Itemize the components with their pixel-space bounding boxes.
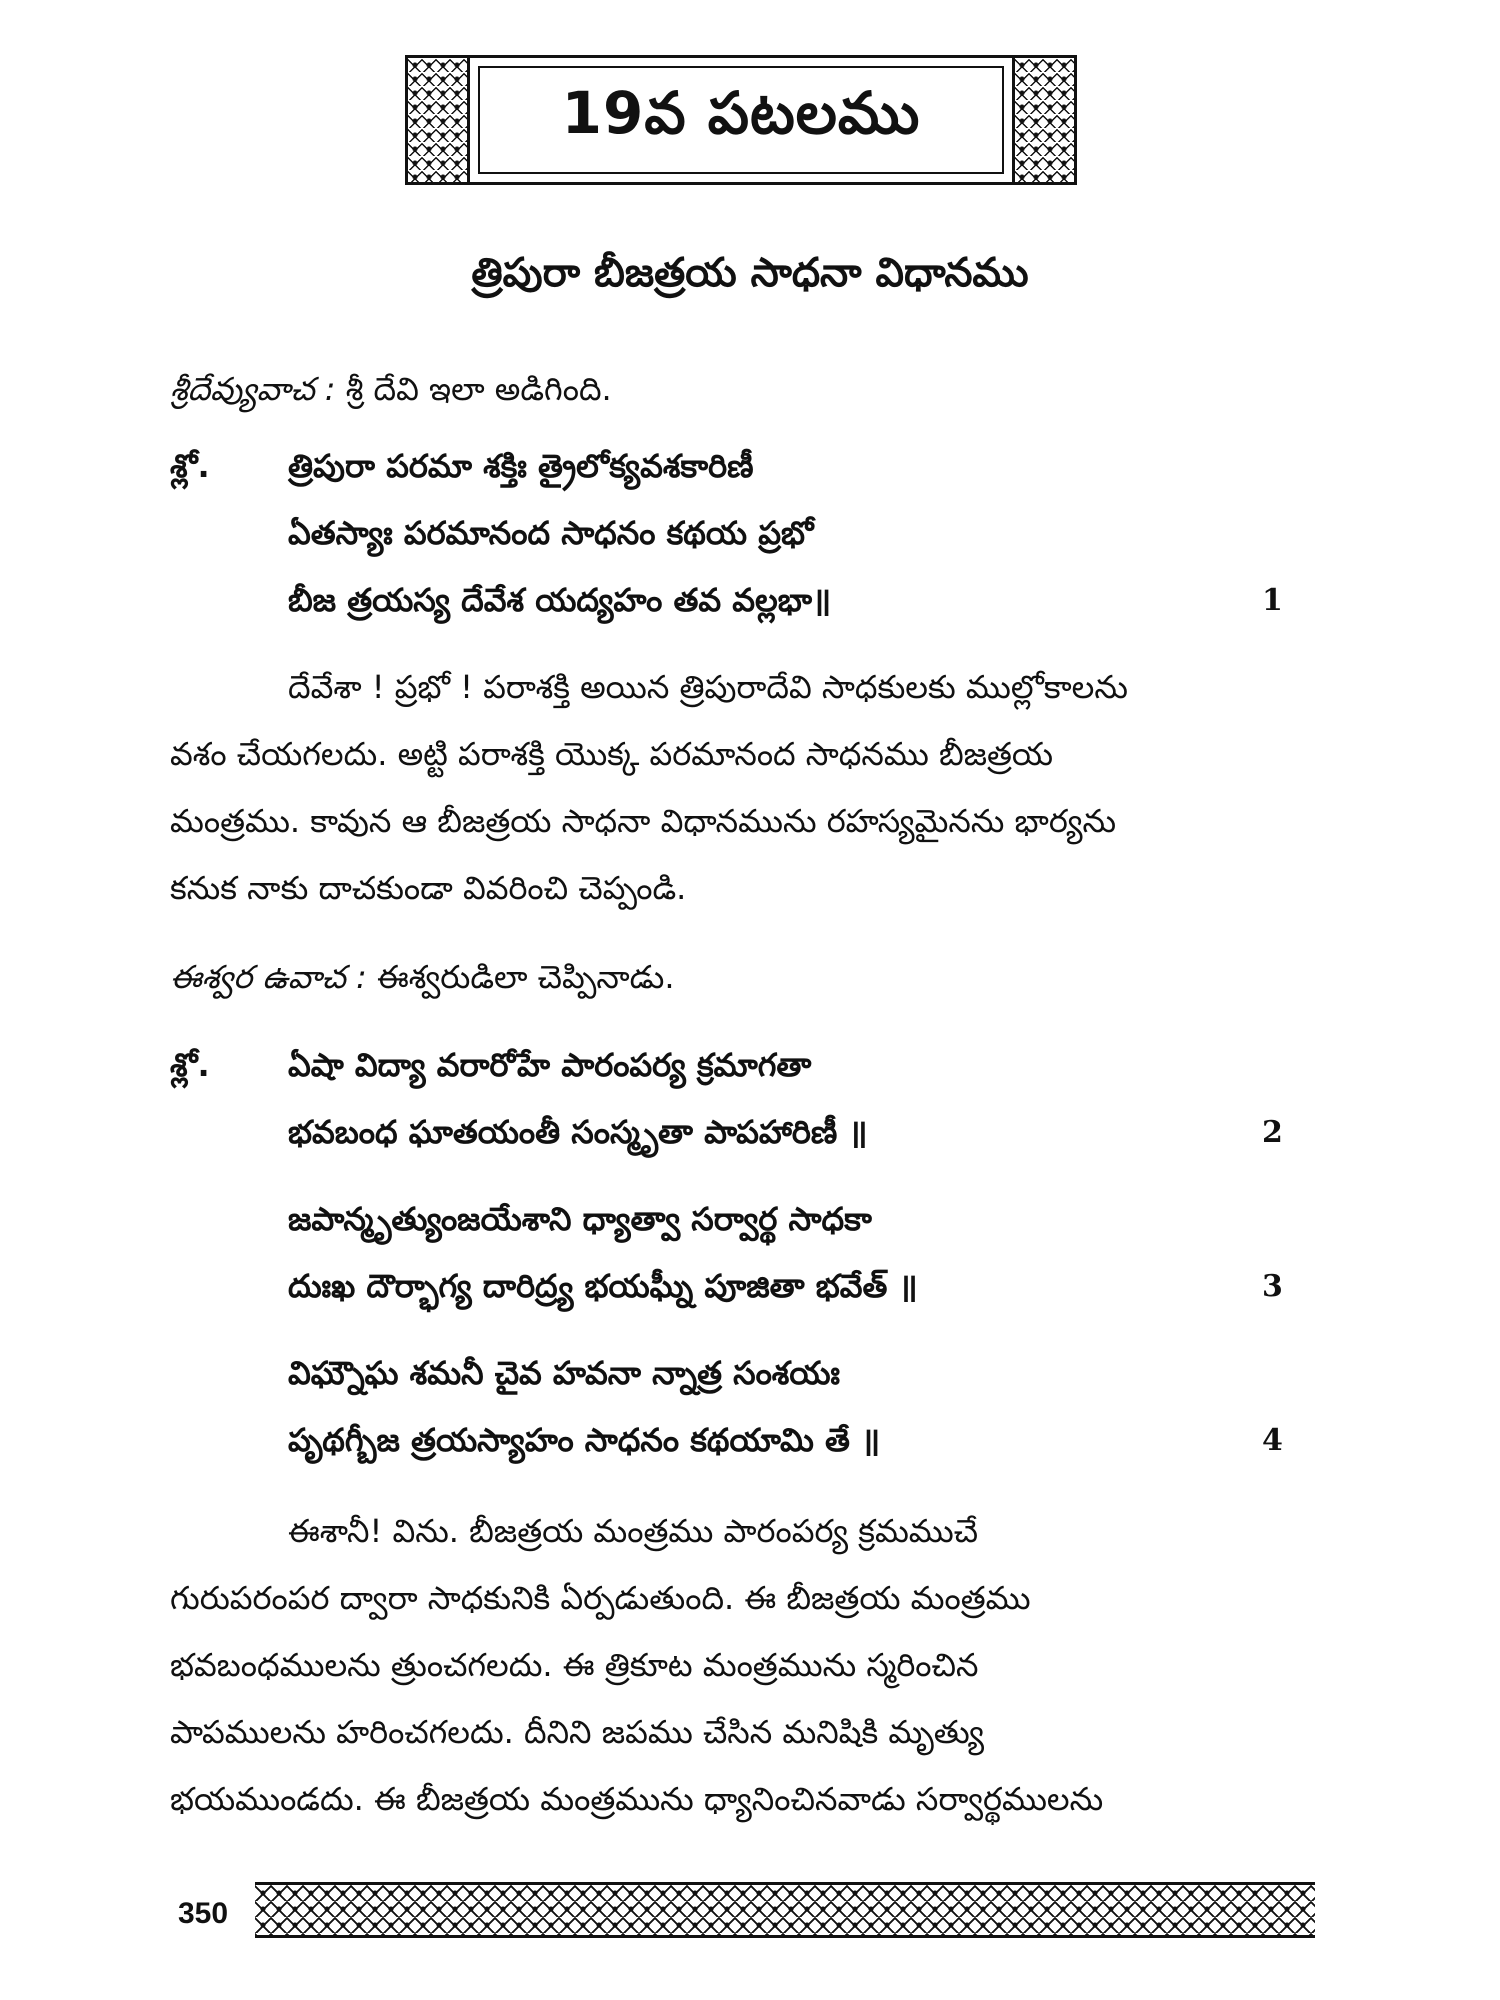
ishvara-uvacha-label: ఈశ్వర ఉవాచ : xyxy=(170,958,367,996)
verse-1-line-1: త్రిపురా పరమా శక్తిః త్రైలోక్యవశకారిణీ xyxy=(288,447,754,485)
shloka-mark: శ్లో. xyxy=(170,447,210,485)
ishvara-uvacha-text: ఈశ్వరుడిలా చెప్పినాడు. xyxy=(376,958,675,996)
verse-1-line-3: బీజ త్రయస్య దేవేశ యద్యహం తవ వల్లభా॥ xyxy=(288,581,832,619)
verse-3-number: 3 xyxy=(1262,1269,1283,1304)
verse-1-number: 1 xyxy=(1262,583,1283,618)
para-1-line-4: కనుక నాకు దాచకుండా వివరించి చెప్పండి. xyxy=(170,869,687,907)
chapter-header-box xyxy=(405,55,1077,185)
header-ornament-right xyxy=(1012,58,1074,182)
chapter-title: 19వ పటలము xyxy=(561,78,921,147)
verse-3-line-1: జపాన్మృత్యుంజయేశాని ధ్యాత్వా సర్వార్థ సాధకా xyxy=(288,1200,872,1238)
page-number: 350 xyxy=(178,1897,229,1930)
para-1-line-2: వశం చేయగలదు. అట్టి పరాశక్తి యొక్క పరమానంద సాధనము బీజత్రయ xyxy=(170,735,1054,773)
verse-1-line-2: ఏతస్యాః పరమానంద సాధనం కథయ ప్రభో xyxy=(288,514,814,552)
chapter-title-frame xyxy=(478,66,1004,174)
section-title: త్రిపురా బీజత్రయ సాధనా విధానము xyxy=(471,250,1029,296)
verse-3-line-2: దుఃఖ దౌర్భాగ్య దారిద్ర్య భయఘ్నీ పూజితా భవేత్ ॥ xyxy=(288,1267,918,1305)
devi-uvacha-label: శ్రీదేవ్యువాచ : xyxy=(170,370,336,408)
para-2-line-3: భవబంధములను త్రుంచగలదు. ఈ త్రికూట మంత్రమును స్మరించిన xyxy=(170,1646,979,1684)
para-2-line-1: ఈశానీ! విను. బీజత్రయ మంత్రము పారంపర్య క్రమముచే xyxy=(288,1512,979,1550)
para-2-line-2: గురుపరంపర ద్వారా సాధకునికి ఏర్పడుతుంది. ఈ బీజత్రయ మంత్రము xyxy=(170,1579,1031,1617)
shloka-mark-2: శ్లో. xyxy=(170,1046,210,1084)
verse-4-number: 4 xyxy=(1262,1423,1283,1458)
verse-4-line-2: పృథగ్బీజ త్రయస్యాహం సాధనం కథయామి తే ॥ xyxy=(288,1421,881,1459)
verse-2-number: 2 xyxy=(1262,1115,1283,1150)
footer-ornament-band xyxy=(255,1882,1315,1938)
verse-2-line-1: ఏషా విద్యా వరారోహే పారంపర్య క్రమాగతా xyxy=(288,1046,812,1084)
devi-uvacha-text: శ్రీ దేవి ఇలా అడిగింది. xyxy=(345,370,612,408)
header-ornament-left xyxy=(408,58,470,182)
ishvara-uvacha-line xyxy=(170,958,675,1004)
para-1-line-1: దేవేశా ! ప్రభో ! పరాశక్తి అయిన త్రిపురాదేవి సాధకులకు ముల్లోకాలను xyxy=(288,668,1128,706)
para-1-line-3: మంత్రము. కావున ఆ బీజత్రయ సాధనా విధానమును రహస్యమైనను భార్యను xyxy=(170,802,1117,840)
para-2-line-4: పాపములను హరించగలదు. దీనిని జపము చేసిన మనిషికి మృత్యు xyxy=(170,1713,985,1751)
verse-2-line-2: భవబంధ ఘాతయంతీ సంస్మృతా పాపహారిణీ ॥ xyxy=(288,1113,868,1151)
para-2-line-5: భయముండదు. ఈ బీజత్రయ మంత్రమును ధ్యానించినవాడు సర్వార్థములను xyxy=(170,1780,1104,1818)
devi-uvacha-line xyxy=(170,370,612,416)
verse-4-line-1: విఘ్నౌఘ శమనీ చైవ హవనా న్నాత్ర సంశయః xyxy=(288,1354,841,1392)
